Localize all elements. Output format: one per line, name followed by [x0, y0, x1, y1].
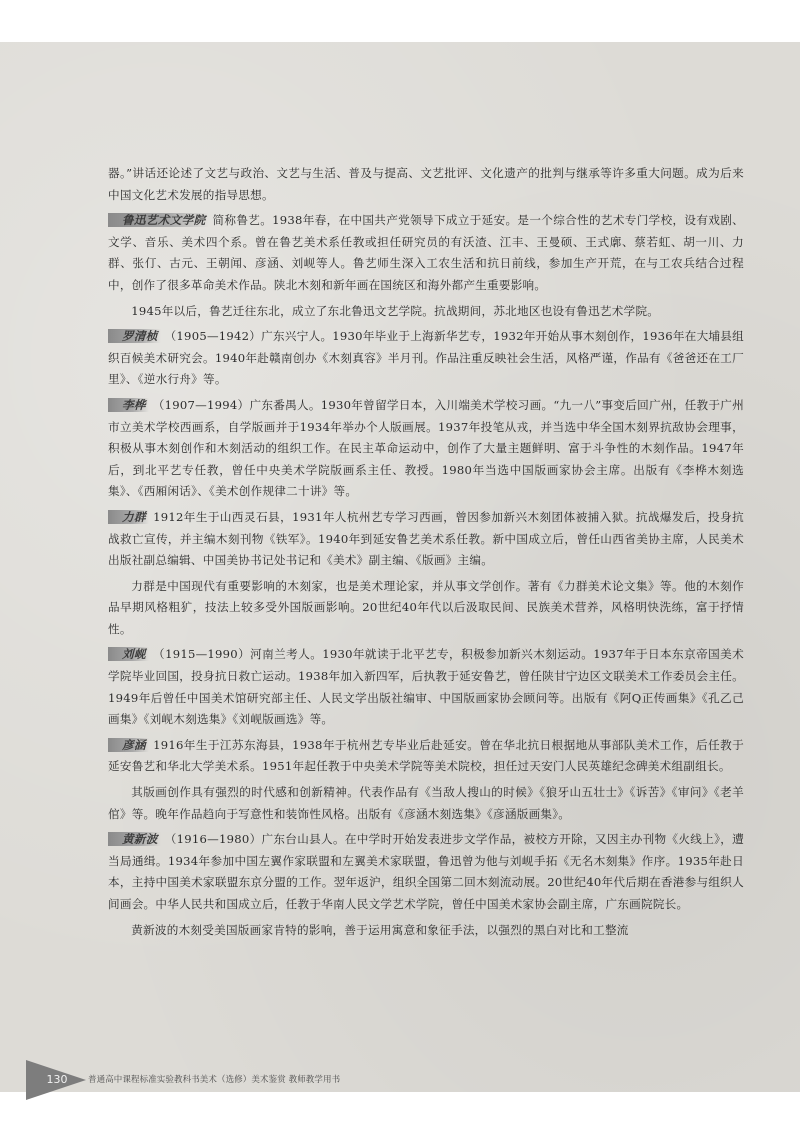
- entry-term: 刘岘: [108, 647, 149, 661]
- entry-term: 李桦: [108, 398, 149, 412]
- page-number: 130: [46, 1073, 68, 1086]
- paragraph-text: （1907—1994）广东番禺人。1930年曾留学日本，入川端美术学校习画。“九一八”事变后回广州，任教于广州市立美术学校西画系，自学版画并于1934年举办个人版画展。1937年投笔从戎，并当选中华全国木刻界抗敌协会理事，积极从事木刻创作和木刻活动的组织工作。在民主革命运动中，创作了大量主题鲜明、富于斗争性的木刻作品。1947年后，到北平艺专任教，曾任中央美术学院版画系主任、教授。1980年当选中国版画家协会主席。出版有《李桦木刻选集》、《西厢闲话》、《美术创作规律二十讲》等。: [108, 397, 744, 499]
- body-text: [108, 163, 744, 945]
- paragraph-text: 其版画创作具有强烈的时代感和创新精神。代表作品有《当敌人搜山的时候》《狼牙山五壮士》《诉苦》《审问》《老羊倌》等。晚年作品趋向于写意性和装饰性风格。出版有《彦涵木刻选集》《彦涵版画集》。: [108, 785, 744, 821]
- book-title: 普通高中课程标准实验教科书美术（选修）美术鉴赏 教师教学用书: [88, 1075, 341, 1085]
- paragraph-text: 器。”讲话还论述了文艺与政治、文艺与生活、普及与提高、文艺批评、文化遗产的批判与继承等许多重大问题。成为后来中国文化艺术发展的指导思想。: [108, 166, 744, 202]
- paragraph: [108, 782, 744, 825]
- paragraph-text: （1905—1942）广东兴宁人。1930年毕业于上海新华艺专，1932年开始从事木刻创作，1936年在大埔县组织百候美术研究会。1940年赴赣南创办《木刻真容》半月刊。作品注重反映社会生活，风格严谨，作品有《爸爸还在工厂里》、《逆水行舟》等。: [108, 329, 744, 387]
- paragraph: [108, 576, 744, 641]
- entry-term: 罗清桢: [108, 329, 161, 343]
- paragraph: [108, 920, 744, 942]
- entry-term: 黄新波: [108, 832, 161, 846]
- entry-paragraph: [108, 395, 744, 503]
- entry-term: 力群: [108, 510, 149, 524]
- entry-term: 彦涵: [108, 738, 149, 752]
- paragraph: [108, 163, 744, 206]
- entry-paragraph: [108, 326, 744, 391]
- entry-paragraph: [108, 735, 744, 778]
- paragraph-text: 1912年生于山西灵石县，1931年人杭州艺专学习西画，曾因参加新兴木刻团体被捕入狱。抗战爆发后，投身抗战救亡宣传，并主编木刻刊物《铁军》。1940年到延安鲁艺美术系任教。新中国成立后，曾任山西省美协主席，人民美术出版社副总编辑、中国美协书记处书记和《美术》副主编、《版画》主编。: [108, 509, 744, 568]
- paragraph: [108, 301, 744, 323]
- paragraph-text: 黄新波的木刻受美国版画家肯特的影响，善于运用寓意和象征手法，以强烈的黑白对比和工整流: [131, 922, 629, 937]
- paragraph-text: 1916年生于江苏东海县，1938年于杭州艺专毕业后赴延安。曾在华北抗日根据地从事部队美术工作，后任教于延安鲁艺和华北大学美术系。1951年起任教于中央美术学院等美术院校，担任过天安门人民英雄纪念碑美术组副组长。: [108, 737, 744, 774]
- entry-term: 鲁迅艺术文学院: [108, 213, 209, 227]
- paragraph-text: 力群是中国现代有重要影响的木刻家，也是美术理论家，并从事文学创作。著有《力群美术论文集》等。他的木刻作品早期风格粗犷，技法上较多受外国版画影响。20世纪40年代以后汲取民间、民族美术营养，风格明快洗练，富于抒情性。: [108, 578, 744, 636]
- page-footer: [0, 1060, 800, 1100]
- paragraph-text: 简称鲁艺。1938年春，在中国共产党领导下成立于延安。是一个综合性的艺术专门学校，设有戏剧、文学、音乐、美术四个系。曾在鲁艺美术系任教或担任研究员的有沃渣、江丰、王曼硕、王式廓、蔡若虹、胡一川、力群、张仃、古元、王朝闻、彦涵、刘岘等人。鲁艺师生深入工农生活和抗日前线，参加生产开荒，在与工农兵结合过程中，创作了很多革命美术作品。陕北木刻和新年画在国统区和海外都产生重要影响。: [108, 213, 744, 292]
- paragraph-text: （1915—1990）河南兰考人。1930年就读于北平艺专，积极参加新兴木刻运动。1937年于日本东京帝国美术学院毕业回国，投身抗日救亡运动。1938年加入新四军，后执教于延安鲁艺，曾任陕甘宁边区文联美术工作委员会主任。1949年后曾任中国美术馆研究部主任、人民文学出版社编审、中国版画家协会顾问等。出版有《阿Q正传画集》《孔乙己画集》《刘岘木刻选集》《刘岘版画选》等。: [108, 647, 744, 727]
- paragraph-text: 1945年以后，鲁艺迁往东北，成立了东北鲁迅文艺学院。抗战期间，苏北地区也设有鲁迅艺术学院。: [131, 303, 660, 318]
- entry-paragraph: [108, 829, 744, 915]
- entry-paragraph: [108, 210, 744, 296]
- paragraph-text: （1916—1980）广东台山县人。在中学时开始发表进步文学作品，被校方开除，又因主办刊物《火线上》，遭当局通缉。1934年参加中国左翼作家联盟和左翼美术家联盟，鲁迅曾为他与刘岘手拓《无名木刻集》作序。1935年赴日本，主持中国美术家联盟东京分盟的工作。翌年返沪，组织全国第二回木刻流动展。20世纪40年代后期在香港参与组织人间画会。中华人民共和国成立后，任教于华南人民文学艺术学院，曾任中国美术家协会副主席，广东画院院长。: [108, 832, 744, 911]
- scanned-page: [0, 42, 800, 1092]
- entry-paragraph: [108, 507, 744, 572]
- entry-paragraph: [108, 644, 744, 730]
